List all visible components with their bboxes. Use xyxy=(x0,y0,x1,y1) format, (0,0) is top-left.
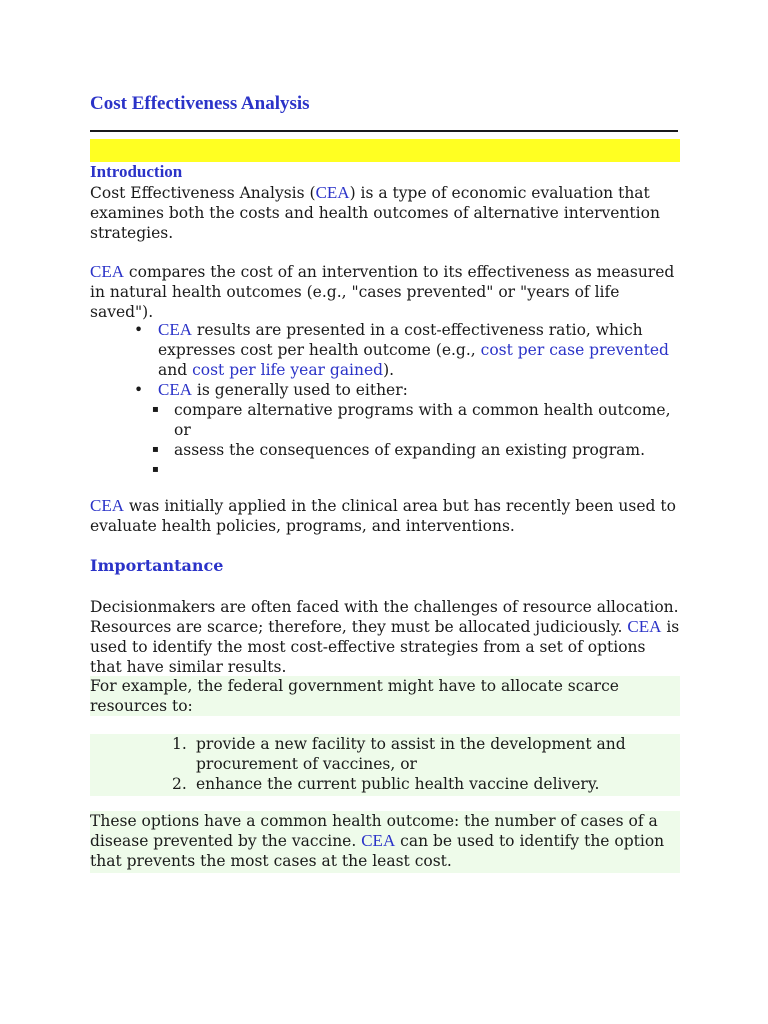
square-bullet-icon: ▪ xyxy=(152,404,159,415)
list-item xyxy=(130,380,680,400)
importance-paragraph-2 xyxy=(90,811,680,873)
intro-bullet-list xyxy=(130,320,680,480)
list-number: 2. xyxy=(172,775,187,793)
highlight-bar xyxy=(90,139,680,162)
cost-per-case-link[interactable]: cost per case prevented xyxy=(480,341,669,359)
text: was initially applied in the clinical area but has recently been used to evaluate health policies, programs, and interventions. xyxy=(90,497,676,535)
text: and xyxy=(158,361,193,379)
text: ). xyxy=(383,361,395,379)
bullet-icon: • xyxy=(134,381,144,399)
horizontal-rule xyxy=(90,130,678,132)
cea-term: CEA xyxy=(627,617,662,636)
text: assess the consequences of expanding an existing program. xyxy=(174,441,646,459)
text: can be used to identify the option that prevents the most cases at the least cost. xyxy=(90,832,665,870)
bullet-icon: • xyxy=(134,321,144,339)
cea-term: CEA xyxy=(315,183,350,202)
sub-list-item xyxy=(102,440,680,460)
text: results are presented in a cost-effectiveness ratio, which expresses cost per health outcome (e.g., xyxy=(158,321,643,359)
text: ) is a type of economic evaluation that examines both the costs and health outcomes of alternative intervention strategies. xyxy=(90,184,660,242)
section-heading-importance xyxy=(90,556,223,576)
heading-text: Importantance xyxy=(90,556,224,575)
cea-term: CEA xyxy=(158,320,192,339)
intro-paragraph-1 xyxy=(90,183,680,243)
text: is used to identify the most cost-effective strategies from a set of options that have similar results. xyxy=(90,618,680,676)
cea-term: CEA xyxy=(90,496,124,515)
section-heading-introduction: Introduction xyxy=(90,162,183,181)
text: compare alternative programs with a common health outcome, or xyxy=(174,401,671,439)
text: Decisionmakers are often faced with the challenges of resource allocation. Resources are scarce; therefore, they must be allocated judiciously. xyxy=(90,598,679,636)
example-paragraph: For example, the federal government might have to allocate scarce resources to: xyxy=(90,676,680,716)
list-item xyxy=(90,774,680,794)
cea-term: CEA xyxy=(158,380,192,399)
sub-list-item xyxy=(102,460,680,480)
text: These options have a common health outcome: the number of cases of a disease prevented by the vaccine. xyxy=(90,812,658,850)
text: compares the cost of an intervention to its effectiveness as measured in natural health outcomes (e.g., "cases prevented" or "years of life saved"). xyxy=(90,263,675,321)
text: enhance the current public health vaccine delivery. xyxy=(196,775,600,793)
importance-paragraph-1 xyxy=(90,597,680,677)
text: is generally used to either: xyxy=(192,381,408,399)
text: Cost Effectiveness Analysis ( xyxy=(90,184,316,202)
intro-paragraph-3 xyxy=(90,496,680,536)
list-item xyxy=(90,734,680,774)
list-number: 1. xyxy=(172,735,187,753)
options-ordered-list xyxy=(90,734,680,796)
intro-paragraph-2 xyxy=(90,262,680,322)
sub-list-item xyxy=(102,400,680,440)
cost-per-life-year-link[interactable]: cost per life year gained xyxy=(192,361,384,379)
square-bullet-icon: ▪ xyxy=(152,464,159,475)
page-title: Cost Effectiveness Analysis xyxy=(90,93,310,114)
list-item xyxy=(130,320,680,380)
square-bullet-icon: ▪ xyxy=(152,444,159,455)
text: provide a new facility to assist in the development and procurement of vaccines, or xyxy=(196,735,626,773)
cea-term: CEA xyxy=(90,262,124,281)
cea-term: CEA xyxy=(361,831,396,850)
